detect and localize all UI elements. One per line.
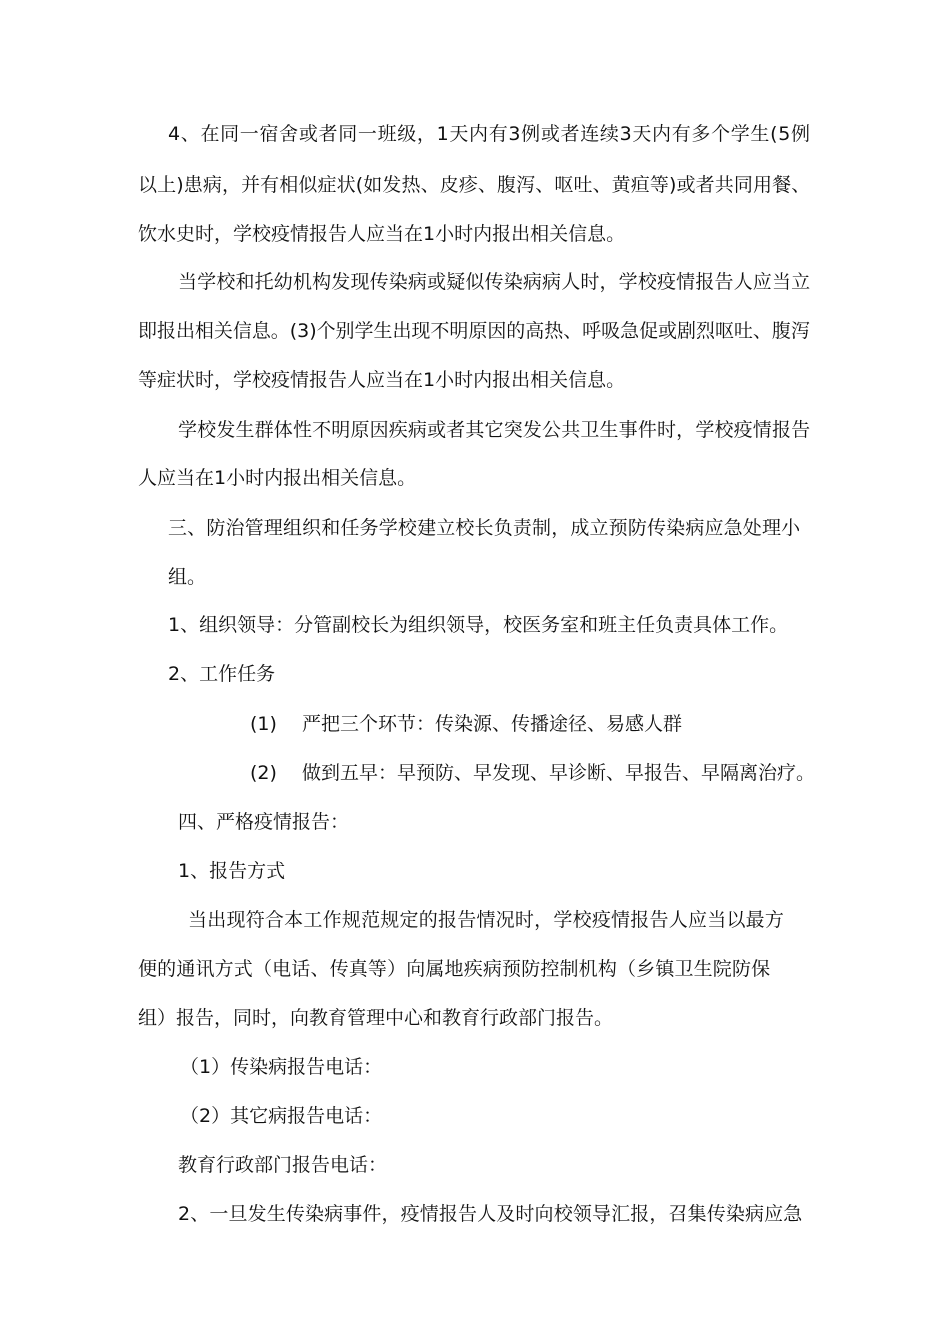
item-number: (1) — [250, 713, 277, 735]
paragraph-line: 当出现符合本工作规范规定的报告情况时，学校疫情报告人应当以最方 — [188, 909, 785, 931]
paragraph-line: 4、在同一宿舍或者同一班级，1天内有3例或者连续3天内有多个学生(5例 — [168, 123, 811, 145]
item-text: 严把三个环节：传染源、传播途径、易感人群 — [302, 713, 683, 735]
paragraph-line: 便的通讯方式（电话、传真等）向属地疾病预防控制机构（乡镇卫生院防保 — [138, 958, 771, 980]
numbered-item — [250, 712, 682, 736]
list-item: 1、组织领导：分管副校长为组织领导，校医务室和班主任负责具体工作。 — [168, 614, 789, 636]
paragraph-line: 教育行政部门报告电话： — [178, 1154, 388, 1176]
paragraph-line: 学校发生群体性不明原因疾病或者其它突发公共卫生事件时，学校疫情报告 — [178, 419, 811, 441]
list-item: （2）其它病报告电话： — [180, 1105, 383, 1127]
list-item: 1、报告方式 — [178, 860, 286, 882]
section-heading: 四、严格疫情报告： — [178, 811, 350, 833]
numbered-item — [250, 761, 815, 785]
paragraph-line: 等症状时，学校疫情报告人应当在1小时内报出相关信息。 — [138, 369, 626, 391]
section-heading: 三、防治管理组织和任务学校建立校长负责制，成立预防传染病应急处理小 — [168, 517, 801, 539]
paragraph-line: 人应当在1小时内报出相关信息。 — [138, 467, 417, 489]
list-item: 2、一旦发生传染病事件，疫情报告人及时向校领导汇报，召集传染病应急 — [178, 1203, 803, 1225]
paragraph-line: 即报出相关信息。(3)个别学生出现不明原因的高热、呼吸急促或剧烈呕吐、腹泻 — [138, 320, 810, 342]
paragraph-line: 饮水史时，学校疫情报告人应当在1小时内报出相关信息。 — [138, 223, 626, 245]
list-item: 2、工作任务 — [168, 663, 276, 685]
item-text: 做到五早：早预防、早发现、早诊断、早报告、早隔离治疗。 — [302, 762, 816, 784]
paragraph-line: 当学校和托幼机构发现传染病或疑似传染病病人时，学校疫情报告人应当立 — [178, 271, 811, 293]
paragraph-line: 组）报告，同时，向教育管理中心和教育行政部门报告。 — [138, 1007, 614, 1029]
list-item: （1）传染病报告电话： — [180, 1056, 383, 1078]
item-number: (2) — [250, 762, 277, 784]
paragraph-line: 以上)患病，并有相似症状(如发热、皮疹、腹泻、呕吐、黄疸等)或者共同用餐、 — [138, 174, 811, 196]
section-heading: 组。 — [168, 566, 207, 588]
